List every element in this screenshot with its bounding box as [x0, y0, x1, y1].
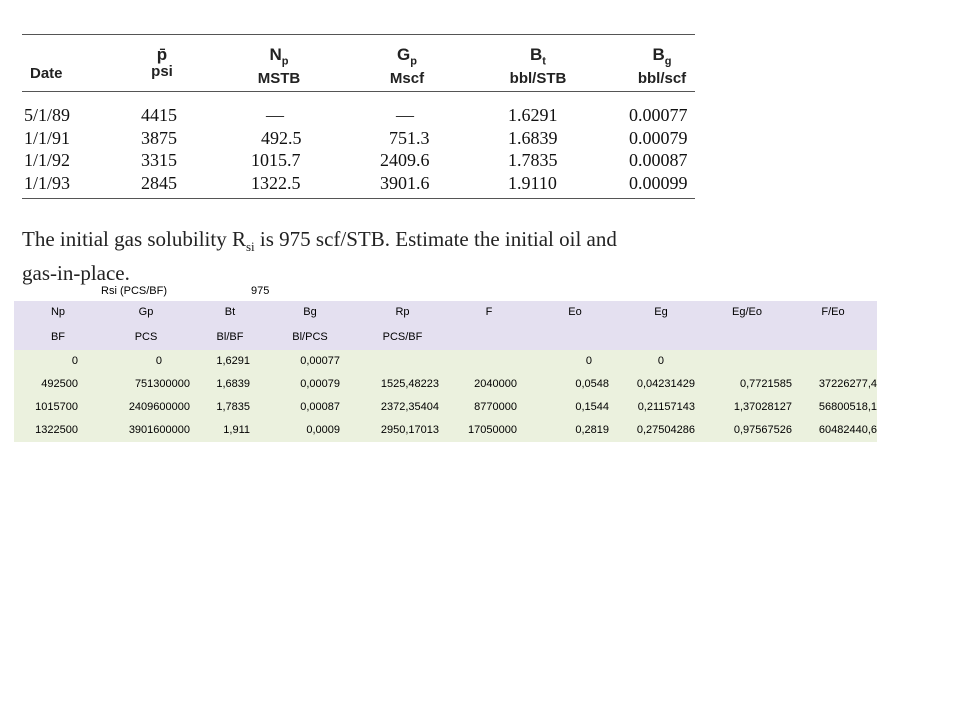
header-cell[interactable]: Np: [50, 306, 66, 318]
cell-date: 1/1/92: [24, 150, 71, 170]
cell-gp: 3901.6: [380, 173, 430, 193]
cell-np[interactable]: 1015700: [35, 401, 78, 413]
cell-np[interactable]: 1322500: [35, 424, 78, 436]
cell-bg: 0.00087: [629, 150, 688, 170]
cell-date: 5/1/89: [24, 105, 71, 125]
cell-np: 492.5: [261, 128, 302, 148]
table-row: [22, 127, 695, 149]
cell-gp[interactable]: 751300000: [134, 378, 190, 390]
table-header-rule: [22, 91, 695, 92]
rsi-label[interactable]: Rsi (PCS/BF): [101, 285, 167, 297]
table-row: [22, 149, 695, 171]
cell-gp[interactable]: 0: [155, 355, 162, 367]
col-header-gp: $G_p$ Mscf: [389, 45, 425, 88]
cell-np: —: [266, 105, 284, 125]
cell-bg: 0.00099: [629, 173, 688, 193]
cell-bt[interactable]: 1,7835: [216, 401, 250, 413]
header-cell[interactable]: Bg: [303, 306, 317, 318]
cell-bg: 0.00079: [629, 128, 688, 148]
cell-bt: 1.6291: [508, 105, 558, 125]
cell-f-eo[interactable]: 56800518,1: [818, 401, 877, 413]
table-row: [22, 172, 695, 194]
cell-date: 1/1/91: [24, 128, 71, 148]
cell-bt: 1.9110: [508, 173, 557, 193]
col-header-bt: $B_t$ bbl/STB: [509, 45, 567, 88]
cell-gp: —: [396, 105, 414, 125]
cell-eg[interactable]: 0,21157143: [637, 401, 695, 413]
header-cell[interactable]: Eg: [654, 306, 668, 318]
header-cell[interactable]: Gp: [138, 306, 154, 318]
header-cell[interactable]: F/Eo: [821, 306, 845, 318]
cell-eg-eo[interactable]: 0,97567526: [733, 424, 792, 436]
cell-date: 1/1/93: [24, 173, 71, 193]
cell-np[interactable]: 0: [71, 355, 78, 367]
cell-pressure: 3875: [141, 128, 177, 148]
table-row: [14, 419, 877, 442]
table-row: [14, 350, 877, 373]
cell-bg[interactable]: 0,00079: [300, 378, 340, 390]
table-row: [14, 373, 877, 396]
cell-bg[interactable]: 0,00087: [300, 401, 340, 413]
rsi-row: [14, 282, 877, 301]
cell-eg[interactable]: 0,04231429: [636, 378, 695, 390]
unit-cell[interactable]: Bl/PCS: [292, 331, 328, 343]
cell-rp[interactable]: 2950,17013: [380, 424, 439, 436]
problem-statement: [22, 226, 702, 286]
cell-eo[interactable]: 0,2819: [575, 424, 609, 436]
cell-bt: 1.7835: [508, 150, 558, 170]
table-top-rule: [22, 34, 695, 35]
table-row: [22, 104, 695, 126]
cell-bt[interactable]: 1,6291: [216, 355, 250, 367]
cell-rp[interactable]: 2372,35404: [380, 401, 439, 413]
cell-eg[interactable]: 0: [657, 355, 664, 367]
cell-f-eo[interactable]: 60482440,6: [818, 424, 877, 436]
unit-cell[interactable]: Bl/BF: [216, 331, 244, 343]
cell-pressure: 2845: [141, 173, 177, 193]
table-row: [14, 396, 877, 419]
cell-eo[interactable]: 0,0548: [575, 378, 609, 390]
cell-np: 1322.5: [251, 173, 301, 193]
rsi-value[interactable]: 975: [251, 285, 270, 297]
header-cell[interactable]: Bt: [224, 306, 236, 318]
cell-eo[interactable]: 0: [585, 355, 592, 367]
cell-eg-eo[interactable]: 0,7721585: [740, 378, 792, 390]
cell-gp: 2409.6: [380, 150, 430, 170]
cell-bg[interactable]: 0,0009: [306, 424, 340, 436]
col-header-bg: $B_g$ bbl/scf: [637, 45, 687, 88]
cell-gp[interactable]: 2409600000: [128, 401, 190, 413]
cell-bg[interactable]: 0,00077: [300, 355, 340, 367]
cell-pressure: 4415: [141, 105, 177, 125]
header-cell[interactable]: Eg/Eo: [732, 306, 762, 318]
cell-pressure: 3315: [141, 150, 177, 170]
cell-bt[interactable]: 1,911: [223, 424, 250, 436]
unit-cell[interactable]: PCS/BF: [382, 331, 423, 343]
cell-gp: 751.3: [389, 128, 430, 148]
cell-f-eo[interactable]: 37226277,4: [818, 378, 877, 390]
col-header-date: Date: [30, 65, 63, 82]
unit-cell[interactable]: BF: [50, 331, 66, 343]
cell-bt[interactable]: 1,6839: [216, 378, 250, 390]
cell-np: 1015.7: [251, 150, 301, 170]
cell-eg[interactable]: 0,27504286: [636, 424, 695, 436]
cell-bg: 0.00077: [629, 105, 688, 125]
statement-line-2: gas-in-place.: [22, 261, 130, 286]
cell-bt: 1.6839: [508, 128, 558, 148]
spreadsheet-header-row: [14, 301, 877, 324]
cell-rp[interactable]: 1525,48223: [380, 378, 439, 390]
cell-eo[interactable]: 0,1544: [575, 401, 609, 413]
unit-cell[interactable]: PCS: [134, 331, 158, 343]
table-bottom-rule: [22, 198, 695, 199]
cell-eg-eo[interactable]: 1,37028127: [733, 401, 792, 413]
spreadsheet-unit-row: [14, 324, 877, 350]
header-cell[interactable]: F: [485, 306, 493, 318]
header-cell[interactable]: Rp: [395, 306, 410, 318]
cell-np[interactable]: 492500: [41, 378, 78, 390]
header-cell[interactable]: Eo: [568, 306, 582, 318]
cell-gp[interactable]: 3901600000: [128, 424, 190, 436]
cell-f[interactable]: 8770000: [474, 401, 517, 413]
statement-line-1: The initial gas solubility $R_{si}$ is 975 scf/STB. Estimate the initial oil and: [22, 227, 617, 255]
col-header-pressure: p̄ psi: [151, 45, 173, 80]
cell-f[interactable]: 17050000: [468, 424, 517, 436]
col-header-np: $N_p$ MSTB: [257, 45, 301, 88]
cell-f[interactable]: 2040000: [474, 378, 517, 390]
